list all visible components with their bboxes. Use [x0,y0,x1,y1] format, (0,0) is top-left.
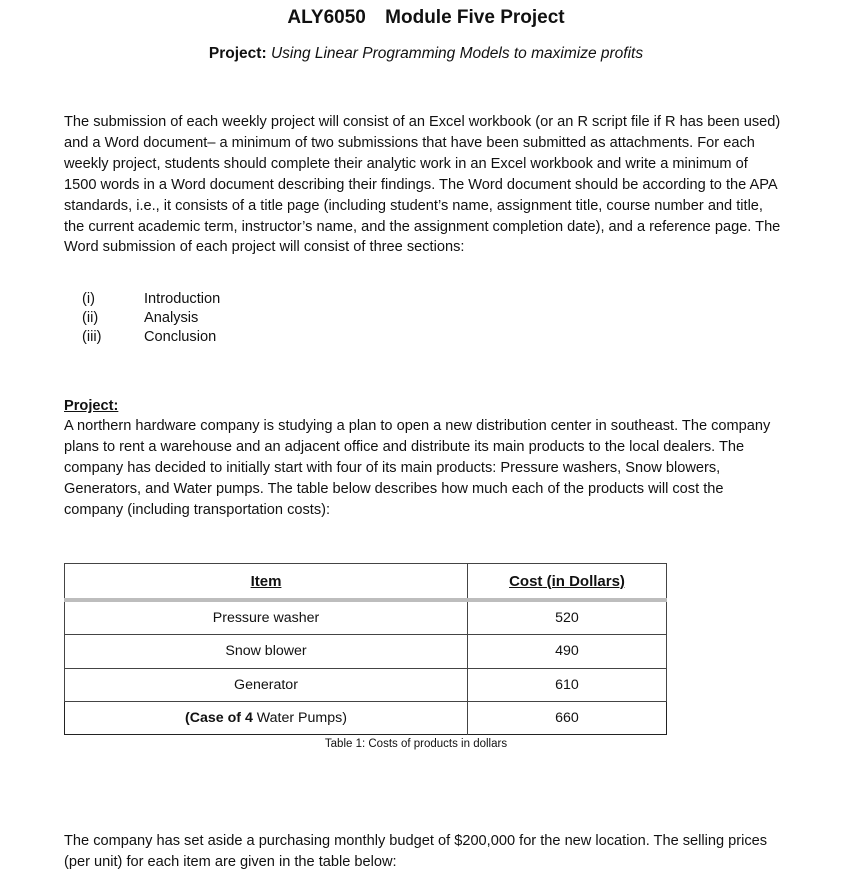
item-suffix: Water Pumps) [252,709,347,726]
cost-cell: 610 [468,668,667,701]
item-cell: Snow blower [65,635,468,668]
item-prefix: (Case of [185,709,245,726]
cost-table [64,563,667,735]
item-count: 4 [244,709,253,726]
cost-cell: 660 [555,709,579,726]
document-subtitle [0,45,852,63]
project-paragraph: A northern hardware company is studying a plan to open a new distribution center in southeast. The company plans to rent a warehouse and an adjacent office and distribute its main products to the local dealers. The company has decided to initially start with four of its main products: Pressure washers, Snow blowers, Generators, and Water pumps. The table below describes how much each of the products will cost the company (including transportation costs): [64,418,771,518]
subtitle-label: Project: [208,45,267,62]
list-item [82,290,220,309]
table-row [65,701,667,734]
intro-paragraph: The submission of each weekly project will consist of an Excel workbook (or an R script file if R has been used) and a Word document– a minimum of two submissions that have been submitted as attachments. For each weekly project, students should complete their analytic work in an Excel workbook and write a minimum of 1500 words in a Word document describing their findings. The Word document should be according to the APA standards, i.e., it consists of a title page (including student’s name, assignment title, course number and title, the current academic term, instructor’s name, and the assignment completion date), and a reference page. The Word submission of each project will consist of three sections: [64,114,781,256]
list-number: (ii) [82,310,99,326]
list-label: Analysis [144,310,199,326]
budget-paragraph: The company has set aside a purchasing monthly budget of $200,000 for the new location. The selling prices (per unit) for each item are given in the table below: [64,833,768,870]
list-label: Conclusion [144,329,217,345]
title-text: Module Five Project [385,7,565,28]
cost-cell: 490 [468,635,667,668]
table-row [65,600,667,635]
item-cell: Pressure washer [65,600,468,635]
header-item: Item [65,564,468,601]
project-heading: Project: [64,398,119,414]
course-code: ALY6050 [287,7,366,28]
document-title [0,7,852,29]
subtitle-text: Using Linear Programming Models to maximize profits [270,45,644,62]
list-item [82,328,220,347]
table-header-row [65,564,667,601]
table-row [65,668,667,701]
cost-cell: 520 [468,600,667,635]
header-cost: Cost (in Dollars) [468,564,667,601]
table-caption: Table 1: Costs of products in dollars [324,738,508,750]
list-number: (i) [82,291,95,307]
list-number: (iii) [82,329,102,345]
item-cell [65,701,468,734]
sections-list [82,290,220,347]
table-row [65,635,667,668]
item-cell: Generator [65,668,468,701]
list-item [82,309,220,328]
list-label: Introduction [144,291,221,307]
